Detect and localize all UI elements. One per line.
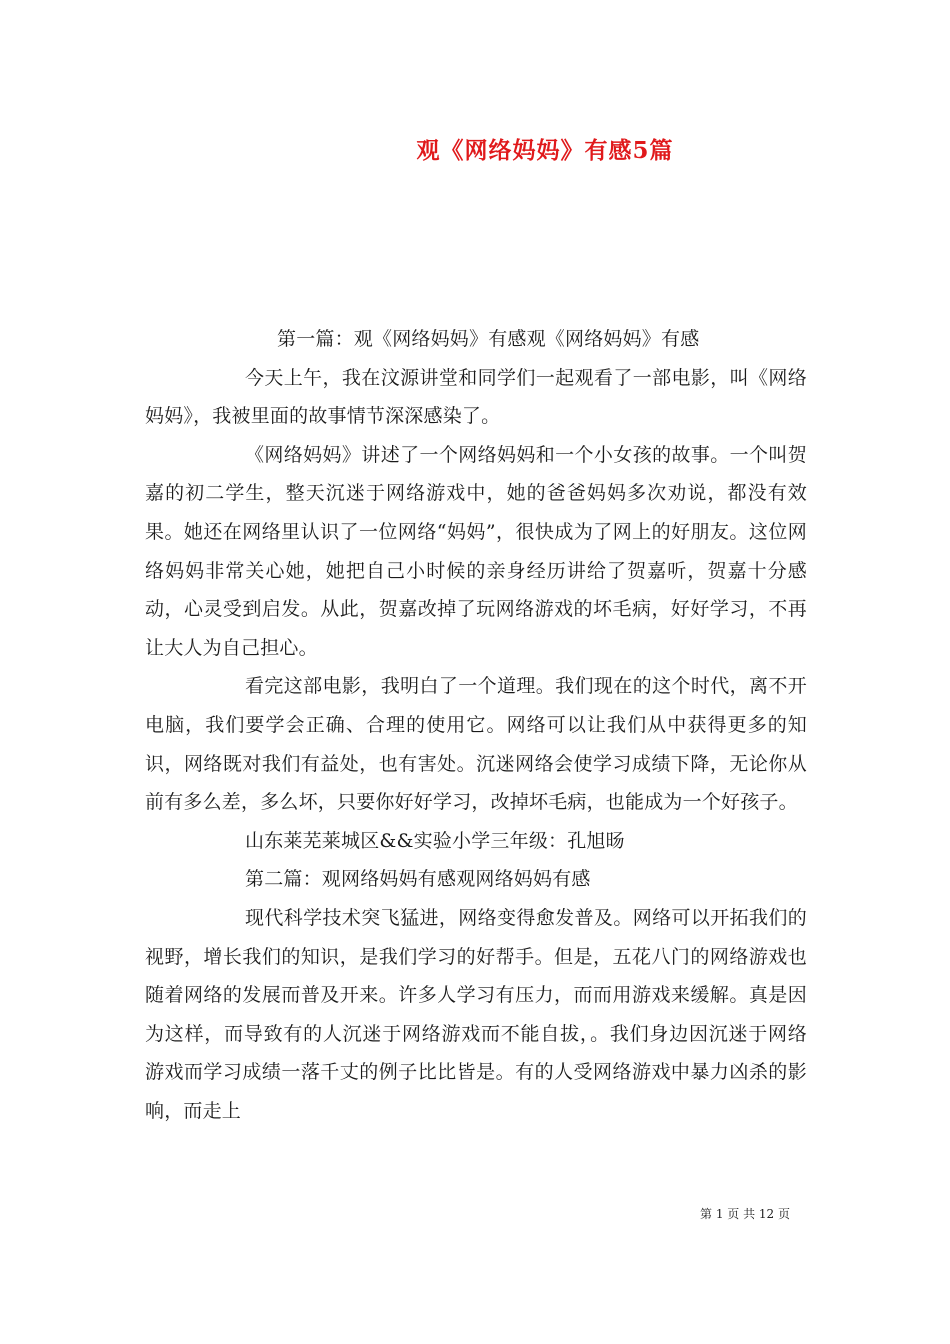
author-line: 山东莱芜莱城区&&实验小学三年级：孔旭旸 — [245, 829, 625, 852]
paragraph: 现代科学技术突飞猛进，网络变得愈发普及。网络可以开拓我们的视野，增长我们的知识，是我们学习的好帮手。但是，五花八门的网络游戏也随着网络的发展而普及开来。许多人学习有压力，而而用游戏来缓解。真是因为这样，而导致有的人沉迷于网络游戏而不能自拔，。我们身边因沉迷于网络游戏而学习成绩一落千丈的例子比比皆是。有的人受网络游戏中暴力凶杀的影响，而走上 — [145, 906, 807, 1122]
paragraph: 看完这部电影，我明白了一个道理。我们现在的这个时代，离不开电脑，我们要学会正确、合理的使用它。网络可以让我们从中获得更多的知识，网络既对我们有益处，也有害处。沉迷网络会使学习成绩下降，无论你从前有多么差，多么坏，只要你好好学习，改掉坏毛病，也能成为一个好孩子。 — [145, 675, 807, 814]
section-1-heading: 第一篇：观《网络妈妈》有感观《网络妈妈》有感 — [277, 328, 700, 350]
page-number: 第 1 页 共 12 页 — [700, 1207, 790, 1221]
paragraph: 《网络妈妈》讲述了一个网络妈妈和一个小女孩的故事。一个叫贺嘉的初二学生，整天沉迷于网络游戏中，她的爸爸妈妈多次劝说，都没有效果。她还在网络里认识了一位网络“妈妈”，很快成为了网上的好朋友。这位网络妈妈非常关心她，她把自己小时候的亲身经历讲给了贺嘉听，贺嘉十分感动，心灵受到启发。从此，贺嘉改掉了玩网络游戏的坏毛病，好好学习，不再让大人为自己担心。 — [145, 443, 807, 659]
document-body — [145, 320, 807, 1130]
document-title: 观《网络妈妈》有感5篇 — [416, 137, 674, 164]
paragraph: 今天上午，我在汶源讲堂和同学们一起观看了一部电影，叫《网络妈妈》，我被里面的故事情节深深感染了。 — [145, 366, 807, 428]
section-2-heading: 第二篇：观网络妈妈有感观网络妈妈有感 — [245, 868, 591, 891]
